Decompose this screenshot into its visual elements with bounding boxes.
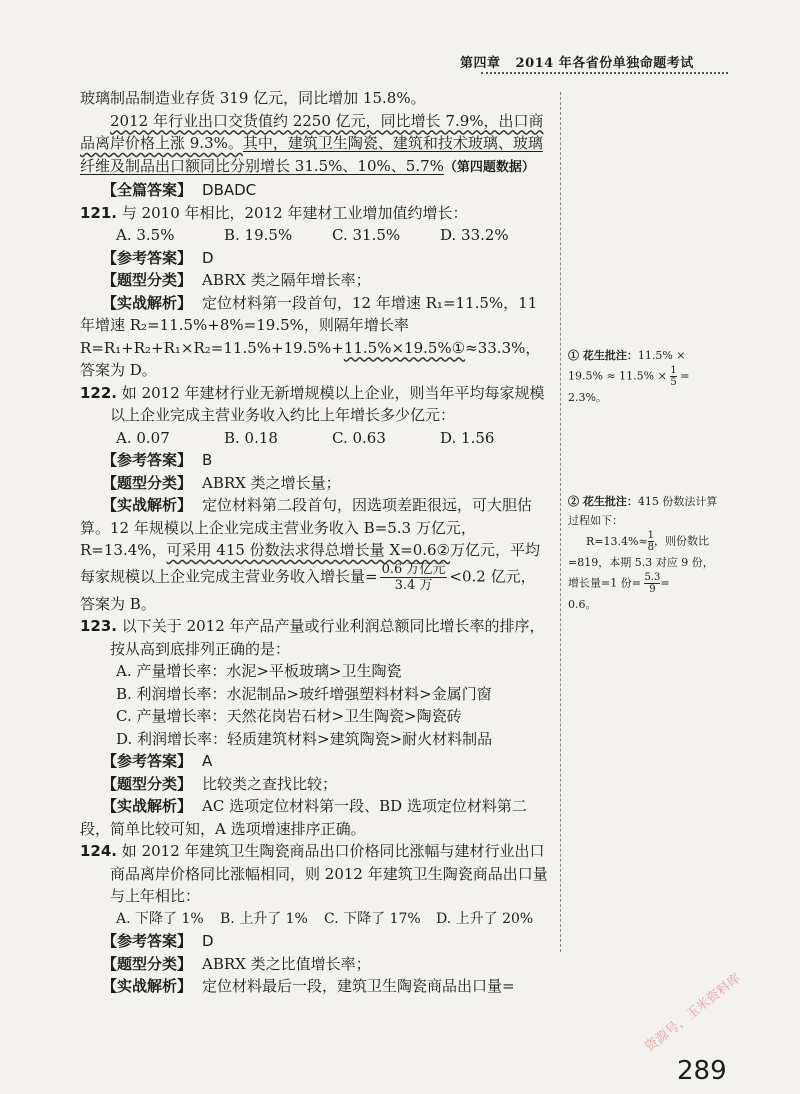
main-content xyxy=(80,87,550,998)
analysis-122: 【实战解析】 定位材料第二段首句，因选项差距很远，可大胆估算。12 年规模以上企业完成主营业务收入 B=5.3 万亿元，R=13.4%，可采用 415 份数法求得总增长量 X=0.6②万亿元，平均每家规模以上企业完成主营业务收入增长量= $\frac{\text{0.6 万亿元}}{\text{3.4 万}}$ <0.2 亿元，答案为 B。 xyxy=(80,496,541,613)
question-123: 123. 以下关于 2012 年产品产量或行业利润总额同比增长率的排序，按从高到底排列正确的是： xyxy=(80,617,545,658)
answer-121: 【参考答案】 D xyxy=(102,248,214,267)
category-121: 【题型分类】 ABRX 类之隔年增长率； xyxy=(102,271,371,289)
intro-line: 玻璃制品制造业存货 319 亿元，同比增加 15.8%。 xyxy=(80,89,426,107)
analysis-124: 【实战解析】 定位材料最后一段，建筑卫生陶瓷商品出口量= xyxy=(102,977,515,995)
option-123-d: D. 利润增长率：轻质建筑材料>建筑陶瓷>耐火材料制品 xyxy=(116,729,493,748)
options-122: A. 0.07 B. 0.18 C. 0.63 D. 1.56 xyxy=(116,428,495,447)
options-124: A. 下降了 1% B. 上升了 1% C. 下降了 17% D. 上升了 20% xyxy=(116,910,534,927)
question-124: 124. 如 2012 年建筑卫生陶瓷商品出口价格同比涨幅与建材行业出口商品离岸价格同比涨幅相同，则 2012 年建筑卫生陶瓷商品出口量与上年相比： xyxy=(80,842,548,905)
full-answer: 【全篇答案】 DBADC xyxy=(102,181,257,199)
header-divider xyxy=(481,72,728,74)
option-123-c: C. 产量增长率：天然花岗岩石材>卫生陶瓷>陶瓷砖 xyxy=(116,707,462,725)
option-123-b: B. 利润增长率：水泥制品>玻纤增强塑料材料>金属门窗 xyxy=(116,684,492,703)
note2-fraction: $\frac{1}{8}$ xyxy=(647,530,655,553)
category-123: 【题型分类】 比较类之查找比较； xyxy=(102,774,338,793)
options-121: A. 3.5% B. 19.5% C. 31.5% D. 33.2% xyxy=(116,226,509,244)
margin-note-2: ② 花生批注：415 份数法计算过程如下： R=13.4%≈ $\frac{1}{8}$，则份数比=819，本期 5.3 对应 9 份，增长量=1 份= $\frac{5.3}{9}=$ 0.6。 xyxy=(568,495,718,611)
note2-fraction-2: $\frac{5.3}{9}$ xyxy=(644,572,661,595)
answer-124: 【参考答案】 D xyxy=(102,932,214,950)
analysis-123: 【实战解析】 AC 选项定位材料第一段、BD 选项定位材料第二段，简单比较可知，A 选项增速排序正确。 xyxy=(80,797,527,838)
question-122: 122. 如 2012 年建材行业无新增规模以上企业，则当年平均每家规模以上企业完成主营业务收入约比上年增长多少亿元： xyxy=(80,383,545,424)
page-number: 289 xyxy=(677,1056,727,1086)
intro-paragraph: 2012 年行业出口交货值约 2250 亿元，同比增长 7.9%，出口商品离岸价格上涨 9.3%。其中，建筑卫生陶瓷、建筑和技术玻璃、玻璃纤维及制品出口额同比分别增长 31.5%、10%、5.7%（第四题数据） xyxy=(80,111,544,175)
watermark: 资源号，玉米资料库 xyxy=(642,971,744,1055)
category-124: 【题型分类】 ABRX 类之比值增长率； xyxy=(102,954,371,973)
header-title: 2014 年各省份单独命题考试 xyxy=(515,56,694,71)
margin-note-1: ① 花生批注：11.5% × 19.5% ≈ 11.5% × $\frac{1}{5}$ = 2.3%。 xyxy=(568,349,690,404)
chapter-label: 第四章 xyxy=(460,56,501,71)
option-123-a: A. 产量增长率：水泥>平板玻璃>卫生陶瓷 xyxy=(116,662,402,680)
question-121: 121. 与 2010 年相比，2012 年建材工业增加值约增长： xyxy=(80,203,468,222)
category-122: 【题型分类】 ABRX 类之增长量； xyxy=(102,473,341,492)
page-header xyxy=(460,52,728,71)
note1-fraction: $\frac{1}{5}$ xyxy=(670,365,677,388)
fraction-growth: $\frac{\text{0.6 万亿元}}{\text{3.4 万}}$ xyxy=(381,561,446,593)
analysis-121: 【实战解析】 定位材料第一段首句，12 年增速 R₁=11.5%，11 年增速 R₂=11.5%+8%=19.5%，则隔年增长率 R=R₁+R₂+R₁×R₂=11.5%+19.5%+11.5%×19.5%①≈33.3%，答案为 D。 xyxy=(80,293,541,379)
answer-122: 【参考答案】 B xyxy=(102,451,213,469)
margin-divider xyxy=(560,92,561,952)
answer-123: 【参考答案】 A xyxy=(102,752,213,770)
